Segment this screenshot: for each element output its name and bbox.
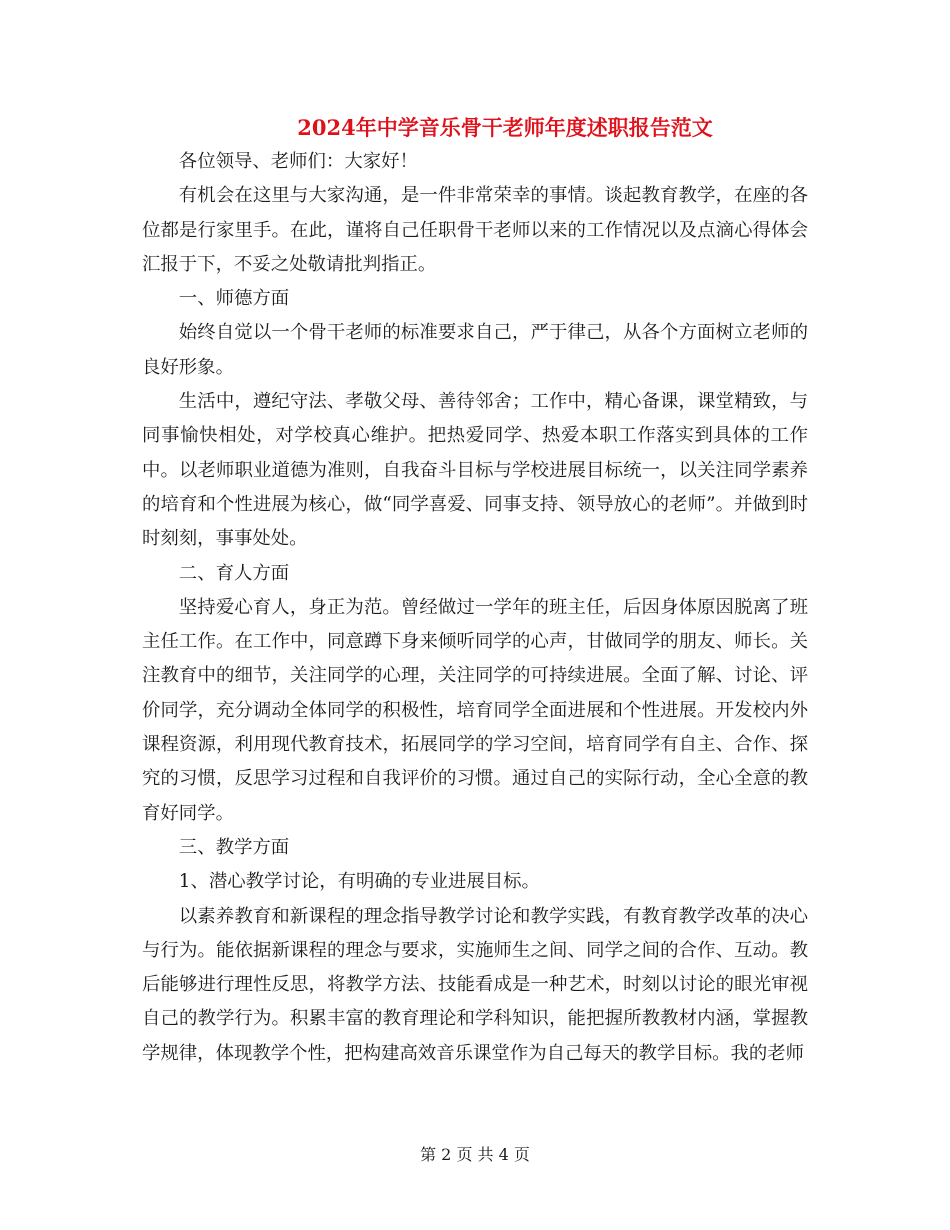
section-heading-teaching: 三、教学方面 [178,836,290,858]
paragraph-ethics-1: 始终自觉以一个骨干老师的标准要求自己，严于律己，从各个方面树立老师的良好形象。 [142,322,808,378]
paragraph-teaching: 以素养教育和新课程的理念指导教学讨论和教学实践，有教育教学改革的决心与行为。能依据新课程的理念与要求，实施师生之间、同学之间的合作、互动。教后能够进行理性反思，将教学方法、技能看成是一种艺术，时刻以讨论的眼光审视自己的教学行为。积累丰富的教育理论和学科知识，能把握所教教材内涵，掌握教学规律，体现教学个性，把构建高效音乐课堂作为自己每天的教学目标。我的老师 [142,905,808,1064]
paragraph-education: 坚持爱心育人，身正为范。曾经做过一学年的班主任，后因身体原因脱离了班主任工作。在工作中，同意蹲下身来倾听同学的心声，甘做同学的朋友、师长。关注教育中的细节，关注同学的心理，关注同学的可持续进展。全面了解、讨论、评价同学，充分调动全体同学的积极性，培育同学全面进展和个性进展。开发校内外课程资源，利用现代教育技术，拓展同学的学习空间，培育同学有自主、合作、探究的习惯，反思学习过程和自我评价的习惯。通过自己的实际行动，全心全意的教育好同学。 [142,596,808,824]
section-heading-education: 二、育人方面 [178,562,290,584]
document-body [142,145,808,1071]
document-title: 2024年中学音乐骨干老师年度述职报告范文 [297,115,713,140]
subheading-teaching-1: 1、潜心教学讨论，有明确的专业进展目标。 [178,871,540,893]
section-heading-ethics: 一、师德方面 [178,288,290,310]
paragraph-intro: 有机会在这里与大家沟通，是一件非常荣幸的事情。谈起教育教学，在座的各位都是行家里手。在此，谨将自己任职骨干老师以来的工作情况以及点滴心得体会汇报于下，不妥之处敬请批判指正。 [142,185,808,275]
paragraph-greeting: 各位领导、老师们：大家好！ [178,151,418,172]
paragraph-ethics-2: 生活中，遵纪守法、孝敬父母、善待邻舍；工作中，精心备课，课堂精致，与同事愉快相处，对学校真心维护。把热爱同学、热爱本职工作落实到具体的工作中。以老师职业道德为准则，自我奋斗目标与学校进展目标统一，以关注同学素养的培育和个性进展为核心，做“同学喜爱、同事支持、领导放心的老师”。并做到时时刻刻，事事处处。 [142,391,808,550]
page-number-footer: 第 2 页 共 4 页 [420,1145,530,1164]
